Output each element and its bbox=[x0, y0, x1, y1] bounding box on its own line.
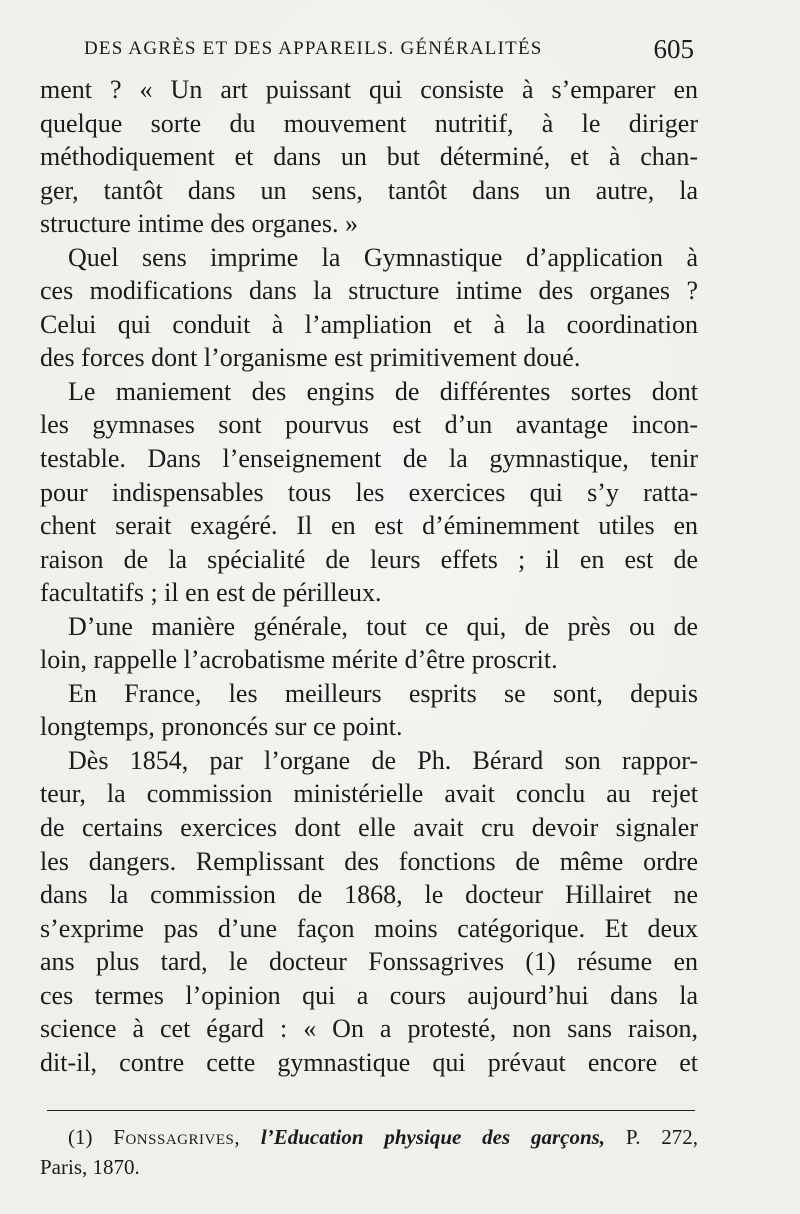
body-text bbox=[40, 73, 698, 1079]
text-line: longtemps, prononcés sur ce point. bbox=[40, 712, 403, 742]
text-line: En France, les meilleurs esprits se sont, depuis bbox=[68, 678, 698, 708]
footnote-line bbox=[40, 1122, 698, 1152]
text-line: dit-il, contre cette gymnastique qui prévaut encore et bbox=[40, 1047, 698, 1077]
running-head bbox=[84, 34, 694, 66]
footnote-author: Fonssagrives, bbox=[113, 1125, 241, 1149]
text-line: testable. Dans l’enseignement de la gymnastique, tenir bbox=[40, 444, 698, 474]
footnote-marker: (1) bbox=[68, 1125, 93, 1149]
text-line: science à cet égard : « On a protesté, non sans raison, bbox=[40, 1014, 698, 1044]
text-line: ans plus tard, le docteur Fonssagrives (1) résume en bbox=[40, 947, 698, 977]
text-line: les gymnases sont pourvus est d’un avantage incon- bbox=[40, 410, 698, 440]
text-line: Celui qui conduit à l’ampliation et à la coordination bbox=[40, 309, 698, 339]
text-line: ces modifications dans la structure intime des organes ? bbox=[40, 276, 698, 306]
text-line: les dangers. Remplissant des fonctions de même ordre bbox=[40, 846, 698, 876]
text-line: pour indispensables tous les exercices qui s’y ratta- bbox=[40, 477, 698, 507]
footnote-work-title: l’Education physique des garçons, bbox=[260, 1125, 606, 1149]
text-line: ces termes l’opinion qui a cours aujourd’hui dans la bbox=[40, 980, 698, 1010]
page-number: 605 bbox=[653, 34, 694, 64]
text-line: Quel sens imprime la Gymnastique d’application à bbox=[68, 242, 698, 272]
text-line: teur, la commission ministérielle avait conclu au rejet bbox=[40, 779, 698, 809]
text-line: des forces dont l’organisme est primitivement doué. bbox=[40, 343, 581, 373]
text-line: chent serait exagéré. Il en est d’éminemment utiles en bbox=[40, 511, 698, 541]
text-line: structure intime des organes. » bbox=[40, 209, 358, 239]
text-line: dans la commission de 1868, le docteur Hillairet ne bbox=[40, 880, 698, 910]
text-line: de certains exercices dont elle avait cru devoir signaler bbox=[40, 813, 698, 843]
text-line: loin, rappelle l’acrobatisme mérite d’être proscrit. bbox=[40, 645, 558, 675]
running-title: DES AGRÈS ET DES APPAREILS. GÉNÉRALITÉS bbox=[84, 38, 543, 59]
text-line: quelque sorte du mouvement nutritif, à le diriger bbox=[40, 108, 698, 138]
text-line: s’exprime pas d’une façon moins catégorique. Et deux bbox=[40, 913, 698, 943]
text-line: Dès 1854, par l’organe de Ph. Bérard son rappor- bbox=[68, 745, 698, 775]
text-line: méthodiquement et dans un but déterminé, et à chan- bbox=[40, 142, 698, 172]
footnote bbox=[40, 1122, 698, 1182]
text-line: facultatifs ; il en est de périlleux. bbox=[40, 578, 382, 608]
text-line: ger, tantôt dans un sens, tantôt dans un autre, la bbox=[40, 175, 698, 205]
footnote-place-date: Paris, 1870. bbox=[40, 1155, 140, 1179]
footnote-rule bbox=[47, 1110, 695, 1111]
footnote-page-ref: P. 272, bbox=[625, 1125, 698, 1149]
text-line: Le maniement des engins de différentes sortes dont bbox=[68, 376, 698, 406]
text-line: ment ? « Un art puissant qui consiste à s’emparer en bbox=[40, 75, 698, 104]
text-line: D’une manière générale, tout ce qui, de près ou de bbox=[68, 611, 698, 641]
text-line: raison de la spécialité de leurs effets ; il en est de bbox=[40, 544, 698, 574]
